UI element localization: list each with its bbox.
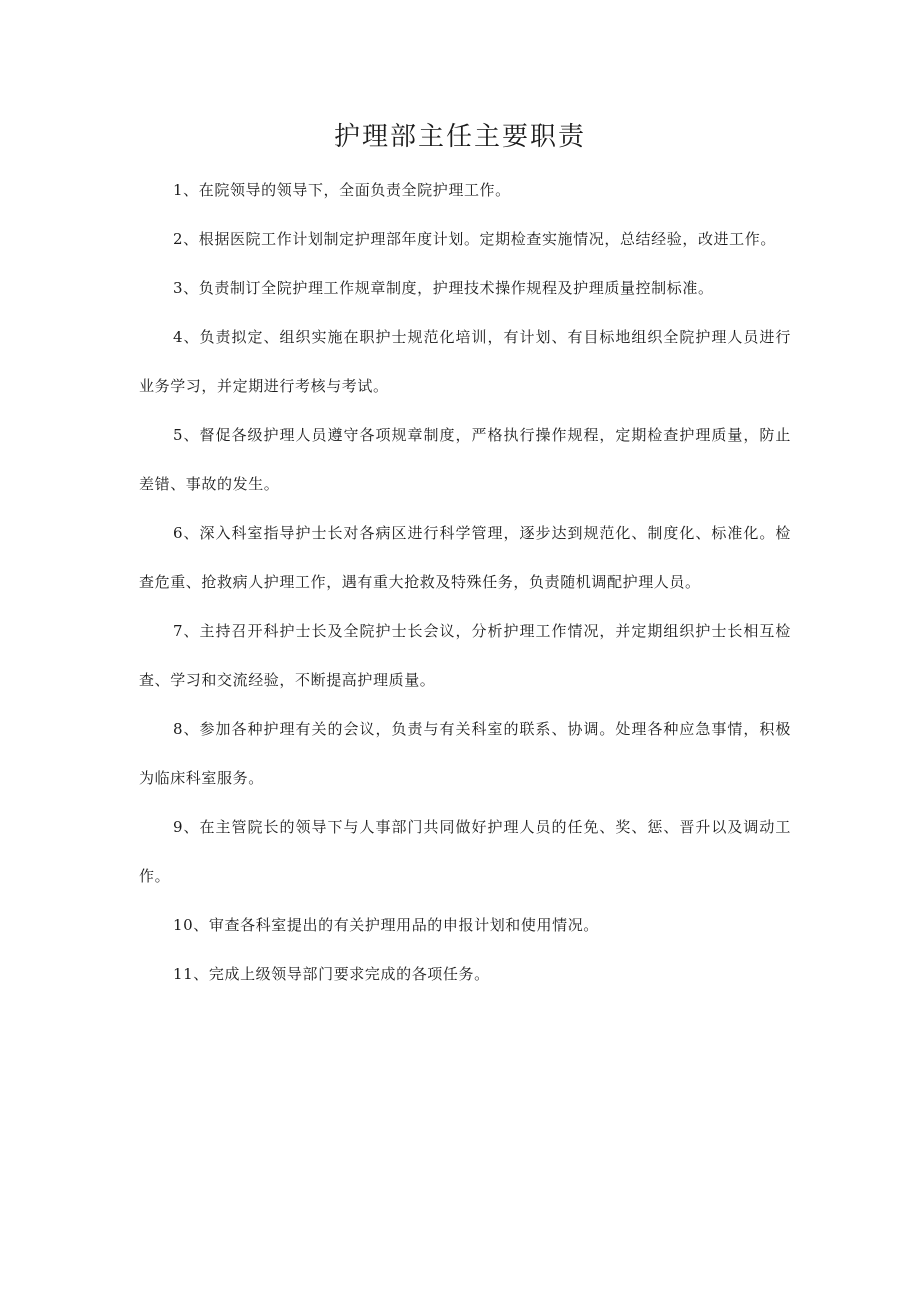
- document-title: 护理部主任主要职责: [333, 122, 586, 152]
- duty-item-7: 7、主持召开科护士长及全院护士长会议，分析护理工作情况，并定期组织护士长相互检查、学习和交流经验，不断提高护理质量。: [139, 622, 791, 689]
- duty-item-8: 8、参加各种护理有关的会议，负责与有关科室的联系、协调。处理各种应急事情，积极为临床科室服务。: [139, 720, 791, 787]
- duty-item-2: 2、根据医院工作计划制定护理部年度计划。定期检查实施情况，总结经验，改进工作。: [173, 230, 776, 248]
- duty-item-1: 1、在院领导的领导下，全面负责全院护理工作。: [173, 181, 511, 199]
- duty-item-4: 4、负责拟定、组织实施在职护士规范化培训，有计划、有目标地组织全院护理人员进行业务学习，并定期进行考核与考试。: [139, 328, 791, 395]
- duty-item-10: 10、审查各科室提出的有关护理用品的申报计划和使用情况。: [173, 916, 599, 934]
- document-body: [139, 166, 791, 999]
- duty-item-9: 9、在主管院长的领导下与人事部门共同做好护理人员的任免、奖、惩、晋升以及调动工作。: [139, 818, 791, 885]
- duty-item-3: 3、负责制订全院护理工作规章制度，护理技术操作规程及护理质量控制标准。: [173, 279, 714, 297]
- duty-item-6: 6、深入科室指导护士长对各病区进行科学管理，逐步达到规范化、制度化、标准化。检查危重、抢救病人护理工作，遇有重大抢救及特殊任务，负责随机调配护理人员。: [139, 524, 791, 591]
- duty-item-11: 11、完成上级领导部门要求完成的各项任务。: [173, 965, 490, 983]
- duty-item-5: 5、督促各级护理人员遵守各项规章制度，严格执行操作规程，定期检查护理质量，防止差错、事故的发生。: [139, 426, 791, 493]
